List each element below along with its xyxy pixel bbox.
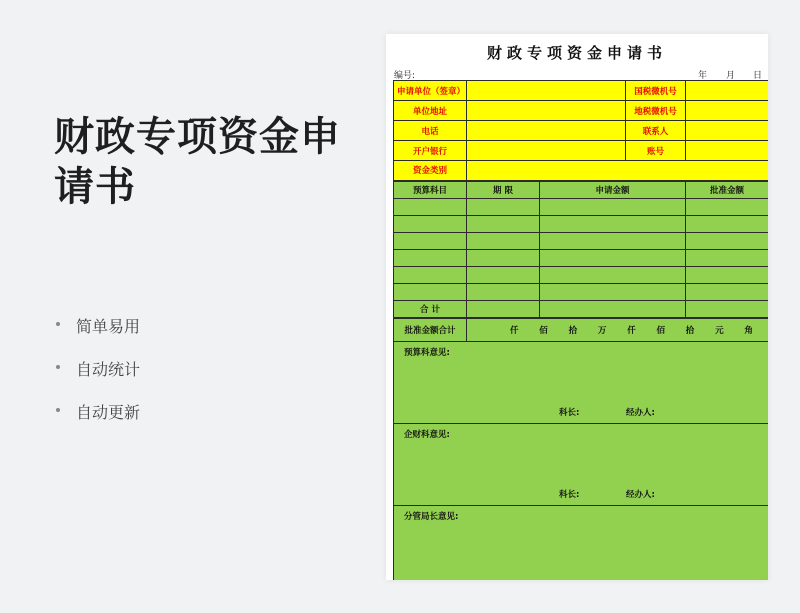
field-value[interactable] (467, 121, 626, 141)
column-header: 申请金额 (540, 181, 686, 199)
field-label: 单位地址 (394, 101, 467, 121)
field-label: 资金类别 (394, 161, 467, 181)
opinion-label: 预算科意见: (404, 348, 450, 358)
field-value[interactable] (686, 81, 769, 101)
opinion-row (394, 342, 769, 424)
field-value[interactable] (686, 141, 769, 161)
column-header: 预算科目 (394, 181, 467, 199)
date-month-label: 月 (726, 71, 736, 81)
field-value[interactable] (467, 81, 626, 101)
field-value[interactable] (467, 141, 626, 161)
column-header: 批准金额 (686, 181, 769, 199)
info-row (394, 101, 769, 121)
approved-total-row (394, 318, 769, 342)
amount-units: 仟 佰 拾 万 仟 佰 拾 元 角 (467, 318, 769, 342)
opinion-cell[interactable] (394, 424, 769, 506)
handler-label: 经办人: (626, 408, 655, 418)
table-row (394, 233, 769, 250)
info-row (394, 141, 769, 161)
bullet-icon (56, 322, 60, 326)
field-value[interactable] (467, 101, 626, 121)
field-label: 国税微机号 (626, 81, 686, 101)
field-value[interactable] (686, 101, 769, 121)
table-row (394, 284, 769, 301)
field-label: 申请单位（签章） (394, 81, 467, 101)
bullet-icon (56, 365, 60, 369)
info-row (394, 121, 769, 141)
field-label: 联系人 (626, 121, 686, 141)
feature-item: 自动统计 (56, 357, 140, 400)
field-label: 账号 (626, 141, 686, 161)
info-row (394, 81, 769, 101)
total-label: 合 计 (394, 301, 467, 318)
bullet-icon (56, 408, 60, 412)
opinion-cell[interactable] (394, 506, 769, 581)
field-label: 地税微机号 (626, 101, 686, 121)
chief-label: 科长: (559, 408, 580, 418)
budget-header-row (394, 181, 769, 199)
field-label: 开户银行 (394, 141, 467, 161)
date-year-label: 年 (698, 71, 708, 81)
opinion-row (394, 424, 769, 506)
promo-title: 财政专项资金申请书 (54, 114, 341, 210)
chief-label: 科长: (559, 490, 580, 500)
opinion-row (394, 506, 769, 581)
column-header: 期 限 (467, 181, 540, 199)
field-value[interactable] (686, 121, 769, 141)
serial-label: 编号: (394, 71, 416, 81)
document-title: 财政专项资金申请书 (486, 44, 667, 62)
application-form (393, 80, 768, 580)
handler-label: 经办人: (626, 490, 655, 500)
table-row (394, 199, 769, 216)
feature-list (56, 314, 140, 443)
approved-total-label: 批准金额合计 (394, 318, 467, 342)
opinion-label: 企财科意见: (404, 430, 450, 440)
field-value[interactable] (467, 161, 769, 181)
date-day-label: 日 (753, 71, 763, 81)
table-row (394, 216, 769, 233)
info-row (394, 161, 769, 181)
feature-item: 简单易用 (56, 314, 140, 357)
feature-item: 自动更新 (56, 400, 140, 443)
opinion-label: 分管局长意见: (404, 512, 459, 522)
document-preview (386, 34, 768, 580)
opinion-cell[interactable] (394, 342, 769, 424)
table-row (394, 250, 769, 267)
total-row (394, 301, 769, 318)
field-label: 电话 (394, 121, 467, 141)
table-row (394, 267, 769, 284)
